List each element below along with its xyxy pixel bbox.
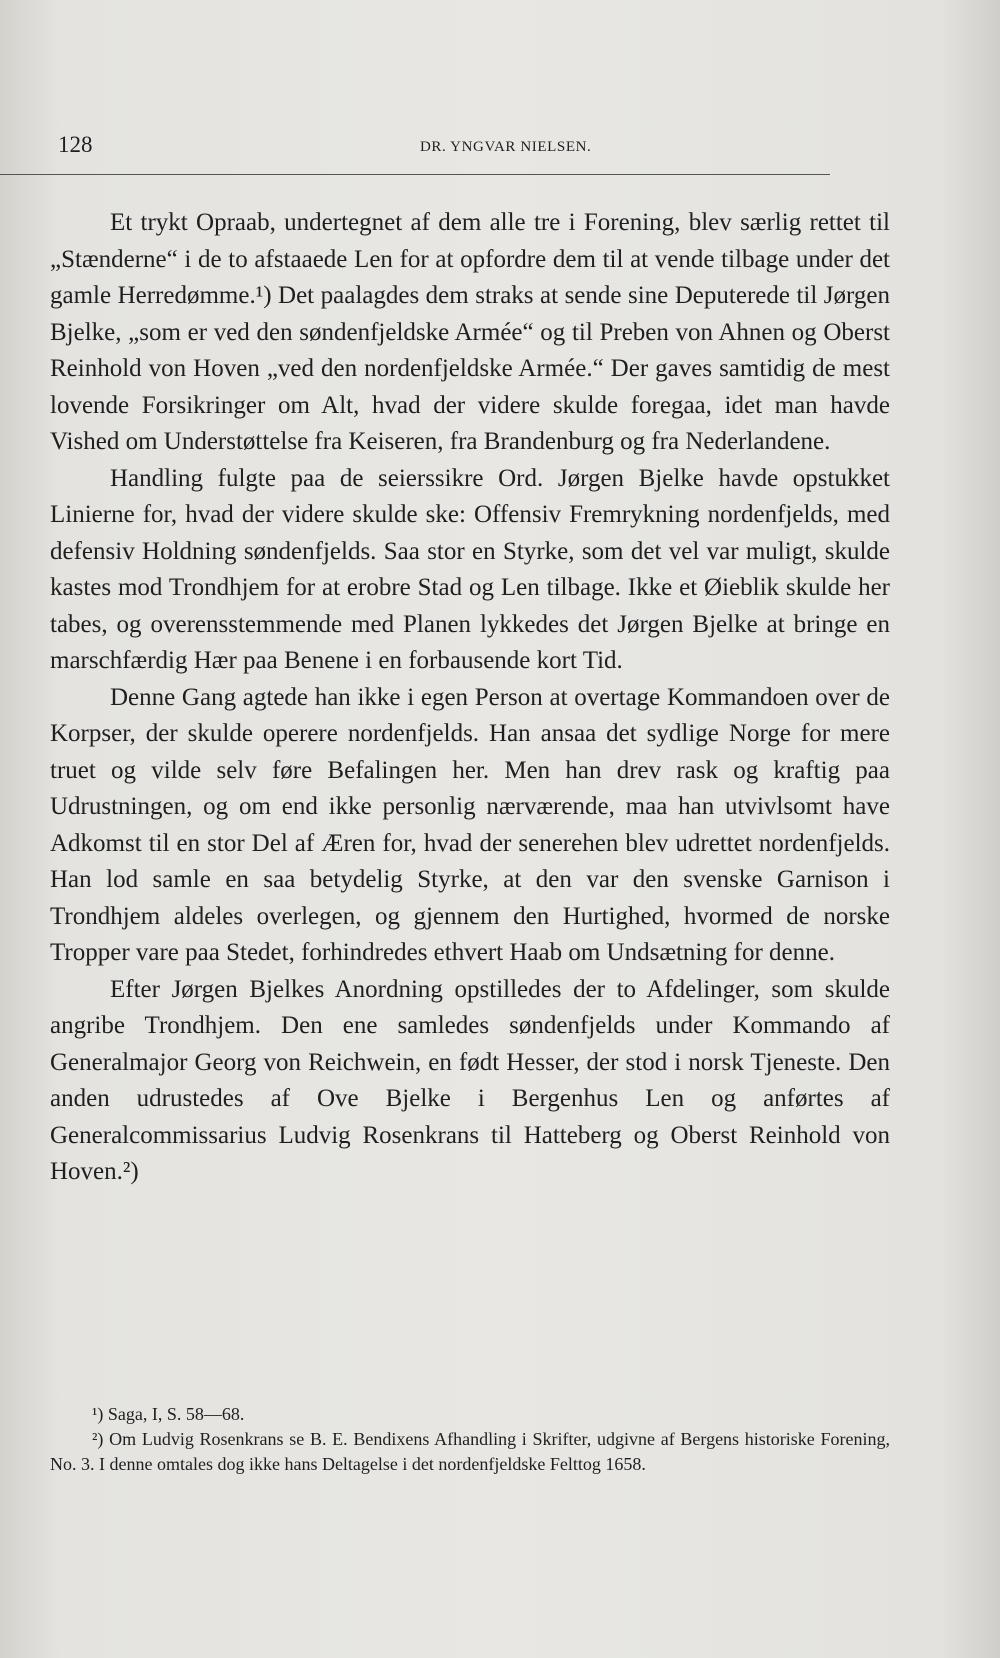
- paragraph: Handling fulgte paa de seierssikre Ord. Jørgen Bjelke havde opstukket Linierne for, hvad der videre skulde ske: Offensiv Fremrykning nordenfjelds, med defensiv Holdning søndenfjelds. Saa stor en Styrke, som det vel var muligt, skulde kastes mod Trondhjem for at erobre Stad og Len tilbage. Ikke et Øieblik skulde her tabes, og overensstemmende med Planen lykkedes det Jørgen Bjelke at bringe en marschfærdig Hær paa Benene i en forbausende kort Tid.: [50, 464, 890, 674]
- body-text: [50, 205, 890, 1191]
- paragraph: Et trykt Opraab, undertegnet af dem alle tre i Forening, blev særlig rettet til „Stænderne“ i de to afstaaede Len for at opfordre dem til at vende tilbage under det gamle Herredømme.¹) Det paalagdes dem straks at sende sine Deputerede til Jørgen Bjelke, „som er ved den søndenfjeldske Armée“ og til Preben von Ahnen og Oberst Reinhold von Hoven „ved den nordenfjeldske Armée.“ Der gaves samtidig de mest lovende Forsikringer om Alt, hvad der videre skulde foregaa, idet man havde Vished om Understøttelse fra Keiseren, fra Brandenburg og fra Nederlandene.: [50, 209, 890, 455]
- paragraph: Denne Gang agtede han ikke i egen Person at overtage Kommandoen over de Korpser, der skulde operere nordenfjelds. Han ansaa det sydlige Norge for mere truet og vilde selv føre Befalingen her. Men han drev rask og kraftig paa Udrustningen, og om end ikke personlig nærværende, maa han utvivlsomt have Adkomst til en stor Del af Æren for, hvad der senerehen blev udrettet nordenfjelds. Han lod samle en saa betydelig Styrke, at den var den svenske Garnison i Trondhjem aldeles overlegen, og gjennem den Hurtighed, hvormed de norske Tropper vare paa Stedet, forhindredes ethvert Haab om Undsætning for denne.: [50, 683, 890, 966]
- footnote: ²) Om Ludvig Rosenkrans se B. E. Bendixens Afhandling i Skrifter, udgivne af Bergens historiske Forening, No. 3. I denne omtales dog ikke hans Deltagelse i det nordenfjeldske Felttog 1658.: [50, 1429, 890, 1474]
- footnotes: [50, 1402, 890, 1477]
- footnote: ¹) Saga, I, S. 58—68.: [92, 1404, 245, 1424]
- running-head: DR. YNGVAR NIELSEN.: [420, 139, 592, 155]
- paragraph: Efter Jørgen Bjelkes Anordning opstilledes der to Afdelinger, som skulde angribe Trondhjem. Den ene samledes søndenfjelds under Kommando af Generalmajor Georg von Reichwein, en født Hesser, der stod i norsk Tjeneste. Den anden udrustedes af Ove Bjelke i Bergenhus Len og anførtes af Generalcommissarius Ludvig Rosenkrans til Hatteberg og Oberst Reinhold von Hoven.²): [50, 975, 890, 1185]
- header-rule: [0, 174, 830, 175]
- page-header: [58, 132, 888, 172]
- page-number: 128: [58, 132, 93, 157]
